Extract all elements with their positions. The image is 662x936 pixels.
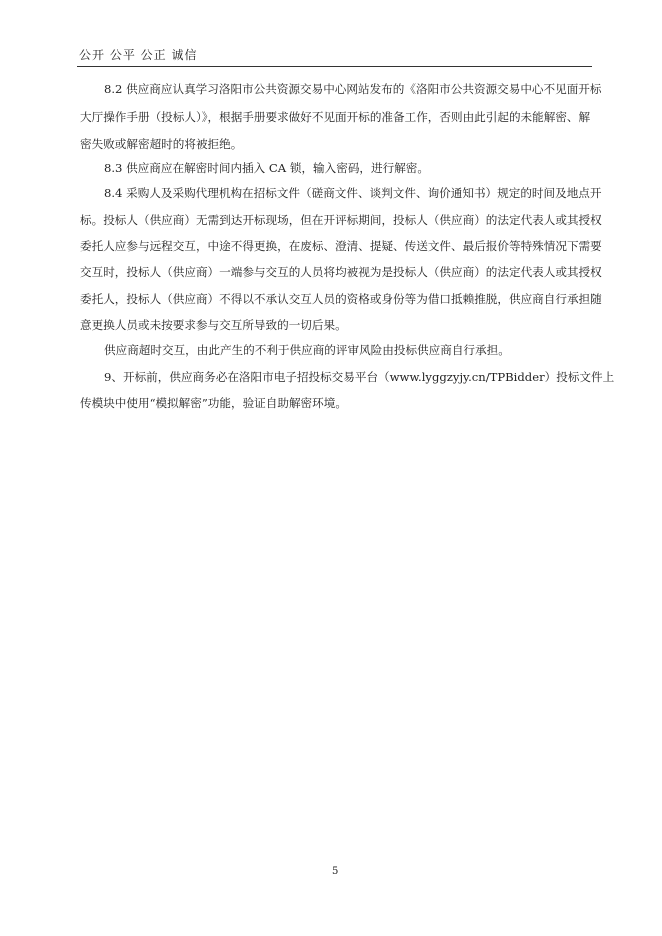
text-line: 标。投标人（供应商）无需到达开标现场，但在开评标期间，投标人（供应商）的法定代表人或其授权	[80, 213, 602, 227]
text-line: 大厅操作手册（投标人）》，根据手册要求做好不见面开标的准备工作，否则由此引起的未能解密、解	[80, 110, 591, 124]
text-line: 委托人应参与远程交互，中途不得更换，在废标、澄清、提疑、传送文件、最后报价等特殊情况下需要	[80, 239, 602, 253]
text-line: 交互时，投标人（供应商）一端参与交互的人员将均被视为是投标人（供应商）的法定代表人或其授权	[80, 265, 602, 279]
text-line: 委托人，投标人（供应商）不得以不承认交互人员的资格或身份等为借口抵赖推脱，供应商自行承担随	[80, 292, 602, 306]
text-line: 密失败或解密超时的将被拒绝。	[80, 137, 243, 151]
text-line: 意更换人员或未按要求参与交互所导致的一切后果。	[80, 318, 347, 332]
text-line: 供应商超时交互，由此产生的不利于供应商的评审风险由投标供应商自行承担。	[104, 343, 510, 357]
page-header: 公开 公平 公正 诚信	[79, 48, 198, 62]
text-line: 8.3 供应商应在解密时间内插入 CA 锁，输入密码，进行解密。	[104, 161, 429, 175]
header-divider	[77, 66, 592, 67]
text-line: 8.4 采购人及采购代理机构在招标文件（磋商文件、谈判文件、询价通知书）规定的时间及地点开	[104, 186, 602, 200]
page-number: 5	[332, 866, 339, 877]
text-line: 9、开标前，供应商务必在洛阳市电子招投标交易平台（www.lyggzyjy.cn/TPBidder）投标文件上	[104, 370, 615, 384]
text-line: 传模块中使用“模拟解密”功能，验证自助解密环境。	[80, 396, 347, 410]
text-line: 8.2 供应商应认真学习洛阳市公共资源交易中心网站发布的《洛阳市公共资源交易中心不见面开标	[104, 82, 602, 96]
